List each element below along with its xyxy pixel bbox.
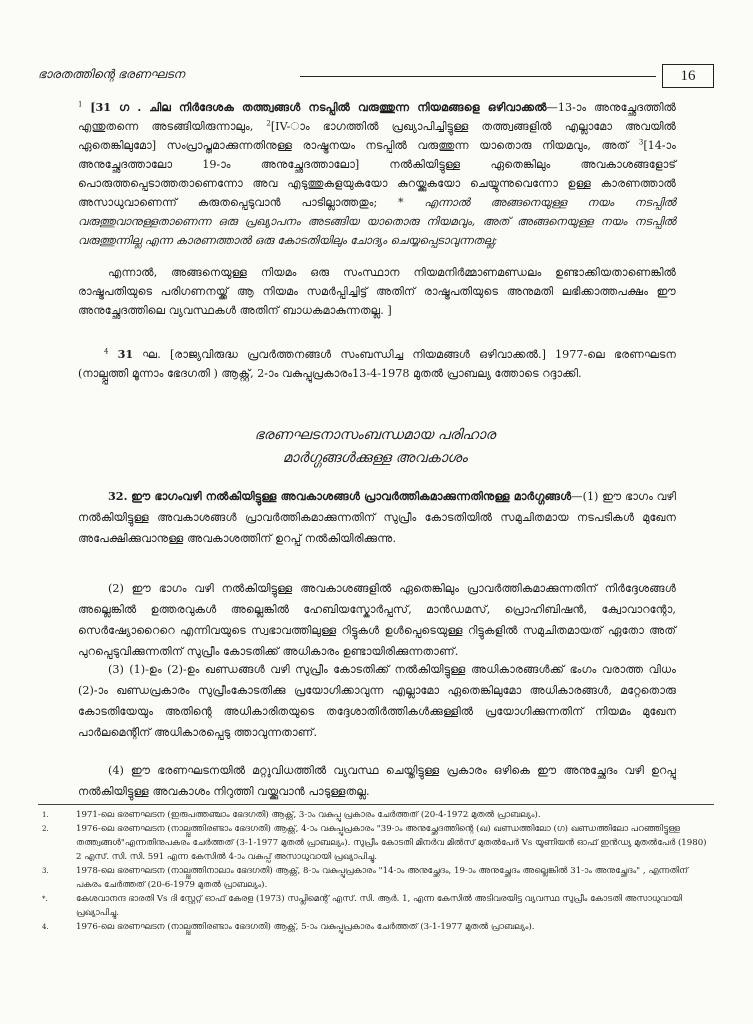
- footnote-text: 1976-ലെ ഭരണഘടന (നാല്പ്പത്തിരണ്ടാം ഭേദഗതി) ആക്റ്റ്, 5-ാം വകുപ്പുപ്രകാരം ചേർത്തത് (3-1-1977 മുതൽ പ്രാബല്യം).: [76, 922, 535, 932]
- article-31c-text: [78, 98, 676, 250]
- footnote-ref-4: 4: [104, 347, 109, 356]
- footnote-mark: 2.: [42, 825, 49, 833]
- article-32-heading: ഈ ഭാഗംവഴി നൽകിയിട്ടുള്ള അവകാശങ്ങൾ പ്രാവർത്തികമാക്കുന്നതിനുള്ള മാർഗ്ഗങ്ങൾ: [131, 489, 572, 503]
- section-heading-line1: ഭരണഘടനാസംബന്ധമായ പരിഹാര: [254, 427, 496, 443]
- footnote-text: 1978-ലെ ഭരണഘടന (നാല്പ്പത്തിനാലാം ഭേദഗതി) ആക്റ്റ്, 8-ാം വകുപ്പുപ്രകാരം "14-ാം അനുച്ഛേദം, 19-ാം അനുച്ഛേദം അല്ലെങ്കിൽ 31-ാം അനുച്ഛേദം" , എന്നതിന് പകരം ചേർത്തത് (20-6-1979 മുതൽ പ്രാബല്യം).: [76, 866, 688, 890]
- article-31c-block: [78, 98, 676, 250]
- footnote-mark: 3.: [42, 867, 49, 875]
- footnote-item: [38, 822, 714, 864]
- footnote-item: [38, 808, 714, 822]
- running-title: ഭാരതത്തിന്റെ ഭരണഘടന: [38, 67, 185, 81]
- article-32-block: [78, 486, 676, 549]
- article-31d-number: 31: [117, 347, 134, 361]
- footnote-mark: *.: [42, 895, 48, 903]
- section-heading-line2: മാർഗ്ഗങ്ങൾക്കുള്ള അവകാശം: [282, 450, 468, 466]
- article-32-text: [78, 486, 676, 549]
- footnote-item: [38, 892, 714, 920]
- footnote-mark: 1.: [42, 811, 49, 819]
- article-31c-text-a: —13-ാം അനുച്ഛേദത്തിൽ എന്തുതന്നെ അടങ്ങിയിരുന്നാലും,: [78, 101, 677, 133]
- footnote-ref-2: 2: [266, 119, 271, 128]
- footnotes: [38, 808, 714, 934]
- article-32-clause-2: (2) ഈ ഭാഗം വഴി നൽകിയിട്ടുള്ള അവകാശങ്ങളിൽ ഏതെങ്കിലും പ്രാവർത്തികമാക്കുന്നതിന് നിർദ്ദേശങ്ങൾ അല്ലെങ്കിൽ ഉത്തരവുകൾ അല്ലെങ്കിൽ ഹേബിയസ്കോർപ്പസ്, മാൻഡമസ്, പ്രൊഹിബിഷൻ, ക്വോവാറന്റോ, സെർഷ്യോറൈറെ എന്നിവയുടെ സ്വഭാവത്തിലുള്ള റിട്ടുകൾ ഉൾപ്പെടെയുള്ള റിട്ടുകളിൽ സമുചിതമായത് ഏതോ അത് പുറപ്പെടുവിക്കുന്നതിന് സുപ്രീം കോടതിക്ക് അധികാരം ഉണ്ടായിരിക്കുന്നതാണ്.: [78, 582, 676, 658]
- article-31c-heading: [31 ഗ . ചില നിർദേശക തത്ത്വങ്ങൾ നടപ്പിൽ വരുത്തുന്ന നിയമങ്ങളെ ഒഴിവാക്കൽ: [90, 100, 547, 114]
- article-31c-proviso-block: [78, 263, 676, 320]
- article-31c-proviso-italic: എന്നാൽ അങ്ങനെയുള്ള നയം നടപ്പിൽ വരുത്തുവാനുള്ളതാണെന്ന ഒരു പ്രഖ്യാപനം അടങ്ങിയ യാതൊരു നിയമവും, അത് അങ്ങനെയുള്ള നയം നടപ്പിൽ വരുത്തുന്നില്ല എന്ന കാരണത്താൽ ഒരു കോടതിയിലും ചോദ്യം ചെയ്യപ്പെടാവുന്നതല്ല;: [78, 196, 676, 247]
- article-31c-text-b: [IV-ാം ഭാഗത്തിൽ പ്രഖ്യാപിച്ചിട്ടുള്ള തത്ത്വങ്ങളിൽ എല്ലാമോ അവയിൽ ഏതെങ്കിലുമോ] സംപ്രാപ്തമാക്കുന്നതിനുള്ള രാഷ്ട്രനയം നടപ്പിൽ വരുത്തുന്ന യാതൊരു നിയമവും, അത്: [78, 120, 676, 152]
- footnote-item: [38, 920, 714, 934]
- footnote-text: കേശവാനന്ദ ഭാരതി Vs ദി സ്റ്റേറ്റ് ഓഫ് കേരള (1973) സപ്ലിമെന്റ് എസ്. സി. ആർ. 1, എന്ന കേസിൽ അടിവരയിട്ട വ്യവസ്ഥ സുപ്രീം കോടതി അസാധുവായി പ്രഖ്യാപിച്ചു.: [76, 894, 682, 918]
- footnote-item: [38, 864, 714, 892]
- footnote-ref-3: 3: [638, 138, 644, 147]
- star-marker: *: [397, 196, 404, 209]
- section-heading: [150, 424, 600, 470]
- header-rule: [300, 76, 656, 77]
- article-31d-block: [78, 345, 676, 383]
- page-number: 16: [662, 64, 714, 88]
- footnote-mark: 4.: [42, 923, 49, 931]
- article-31d-body: ഘ. [രാജ്യവിരുദ്ധ പ്രവർത്തനങ്ങൾ സംബന്ധിച്ച നിയമങ്ങൾ ഒഴിവാക്കൽ.] 1977-ലെ ഭരണഘടന (നാല്പ്പത്തി മൂന്നാം ഭേദഗതി ) ആക്റ്റ്, 2-ാം വകുപ്പുപ്രകാരം13-4-1978 മുതൽ പ്രാബല്യ ത്തോടെ റദ്ദാക്കി.: [78, 348, 677, 380]
- page-header: [38, 64, 714, 88]
- article-32-clause-4: (4) ഈ ഭരണഘടനയിൽ മറ്റുവിധത്തിൽ വ്യവസ്ഥ ചെയ്തിട്ടുള്ള പ്രകാരം ഒഴികെ ഈ അനുച്ഛേദം വഴി ഉറപ്പു നൽകിയിട്ടുള്ള അവകാശം നിറുത്തി വയ്ക്കുവാൻ പാടുള്ളതല്ല.: [78, 764, 676, 798]
- article-31c-proviso: എന്നാൽ, അങ്ങനെയുള്ള നിയമം ഒരു സംസ്ഥാന നിയമനിർമ്മാണമണ്ഡലം ഉണ്ടാക്കിയതാണെങ്കിൽ രാഷ്ട്രപതിയുടെ പരിഗണനയ്ക്ക് ആ നിയമം സമർപ്പിച്ചിട്ട് അതിന് രാഷ്ട്രപതിയുടെ അനുമതി ലഭിക്കാത്തപക്ഷം ഈ അനുച്ഛേദത്തിലെ വ്യവസ്ഥകൾ അതിന് ബാധകമാകുന്നതല്ല. ]: [78, 266, 676, 317]
- footnote-divider: [38, 804, 714, 805]
- footnote-ref-1: 1: [78, 100, 83, 109]
- footnote-text: 1971-ലെ ഭരണഘടന (ഇരുപത്തഞ്ചാം ഭേദഗതി) ആക്റ്റ്, 3-ാം വകുപ്പു പ്രകാരം ചേർത്തത് (20-4-1972 മുതൽ പ്രാബല്യം).: [76, 810, 541, 820]
- article-32-number: 32.: [108, 489, 128, 503]
- footnote-text: 1976-ലെ ഭരണഘടന (നാല്പ്പത്തിരണ്ടാം ഭേദഗതി) ആക്റ്റ്, 4-ാം വകുപ്പുപ്രകാരം "39-ാം അനുച്ഛേദത്തിന്റെ (ഖ) ഖണ്ഡത്തിലോ (ഗ) ഖണ്ഡത്തിലോ പറഞ്ഞിട്ടുള്ള തത്ത്വങ്ങൾ"എന്നതിനുപകരം ചേർത്തത് (3-1-1977 മുതൽ പ്രാബല്യം). സുപ്രീം കോടതി മിനർവ മിൽസ് മുതൽപേർ Vs യൂണിയൻ ഓഫ് ഇൻഡ്യ മുതൽപേർ (1980) 2 എസ്. സി. സി. 591 എന്ന കേസിൽ 4-ാം വകുപ്പ് അസാധുവായി പ്രഖ്യാപിച്ചു.: [76, 824, 707, 862]
- article-32-clause-1: —(1) ഈ ഭാഗം വഴി നൽകിയിട്ടുള്ള അവകാശങ്ങൾ പ്രാവർത്തികമാക്കുന്നതിന് സുപ്രീം കോടതിയിൽ സമുചിതമായ നടപടികൾ മുഖേന അപേക്ഷിക്കുവാനുള്ള അവകാശത്തിന് ഉറപ്പ് നൽകിയിരിക്കുന്നു.: [78, 490, 676, 545]
- article-31c-text-c: [14-ാം അനുച്ഛേദത്താലോ 19-ാം അനുച്ഛേദത്താലോ] നൽകിയിട്ടുള്ള ഏതെങ്കിലും അവകാശങ്ങളോട് പൊരുത്തപ്പെടാത്തതാണെന്നോ അവ എടുത്തുകളയുകയോ കുറയ്ക്കുകയോ ചെയ്യുന്നുവെന്നോ ഉള്ള കാരണത്താൽ അസാധുവാണെന്ന് കരുതപ്പെടുവാൻ പാടില്ലാത്തതും;: [78, 139, 676, 209]
- article-31d-text: [78, 345, 676, 383]
- article-32-clause-3: (3) (1)-ഉം (2)-ഉം ഖണ്ഡങ്ങൾ വഴി സുപ്രീം കോടതിക്ക് നൽകിയിട്ടുള്ള അധികാരങ്ങൾക്ക് ഭംഗം വരാത്ത വിധം (2)-ാം ഖണ്ഡപ്രകാരം സുപ്രീംകോടതിക്കു പ്രയോഗിക്കാവുന്ന എല്ലാമോ ഏതെങ്കിലുമോ അധികാരങ്ങൾ, മറ്റേതൊരു കോടതിയേയും അതിന്റെ അധികാരിതയുടെ തദ്ദേശാതിർത്തികൾക്കുള്ളിൽ പ്രയോഗിക്കുന്നതിന് നിയമം മുഖേന പാർലമെന്റിന് അധികാരപ്പെടു ത്താവുന്നതാണ്.: [78, 663, 676, 739]
